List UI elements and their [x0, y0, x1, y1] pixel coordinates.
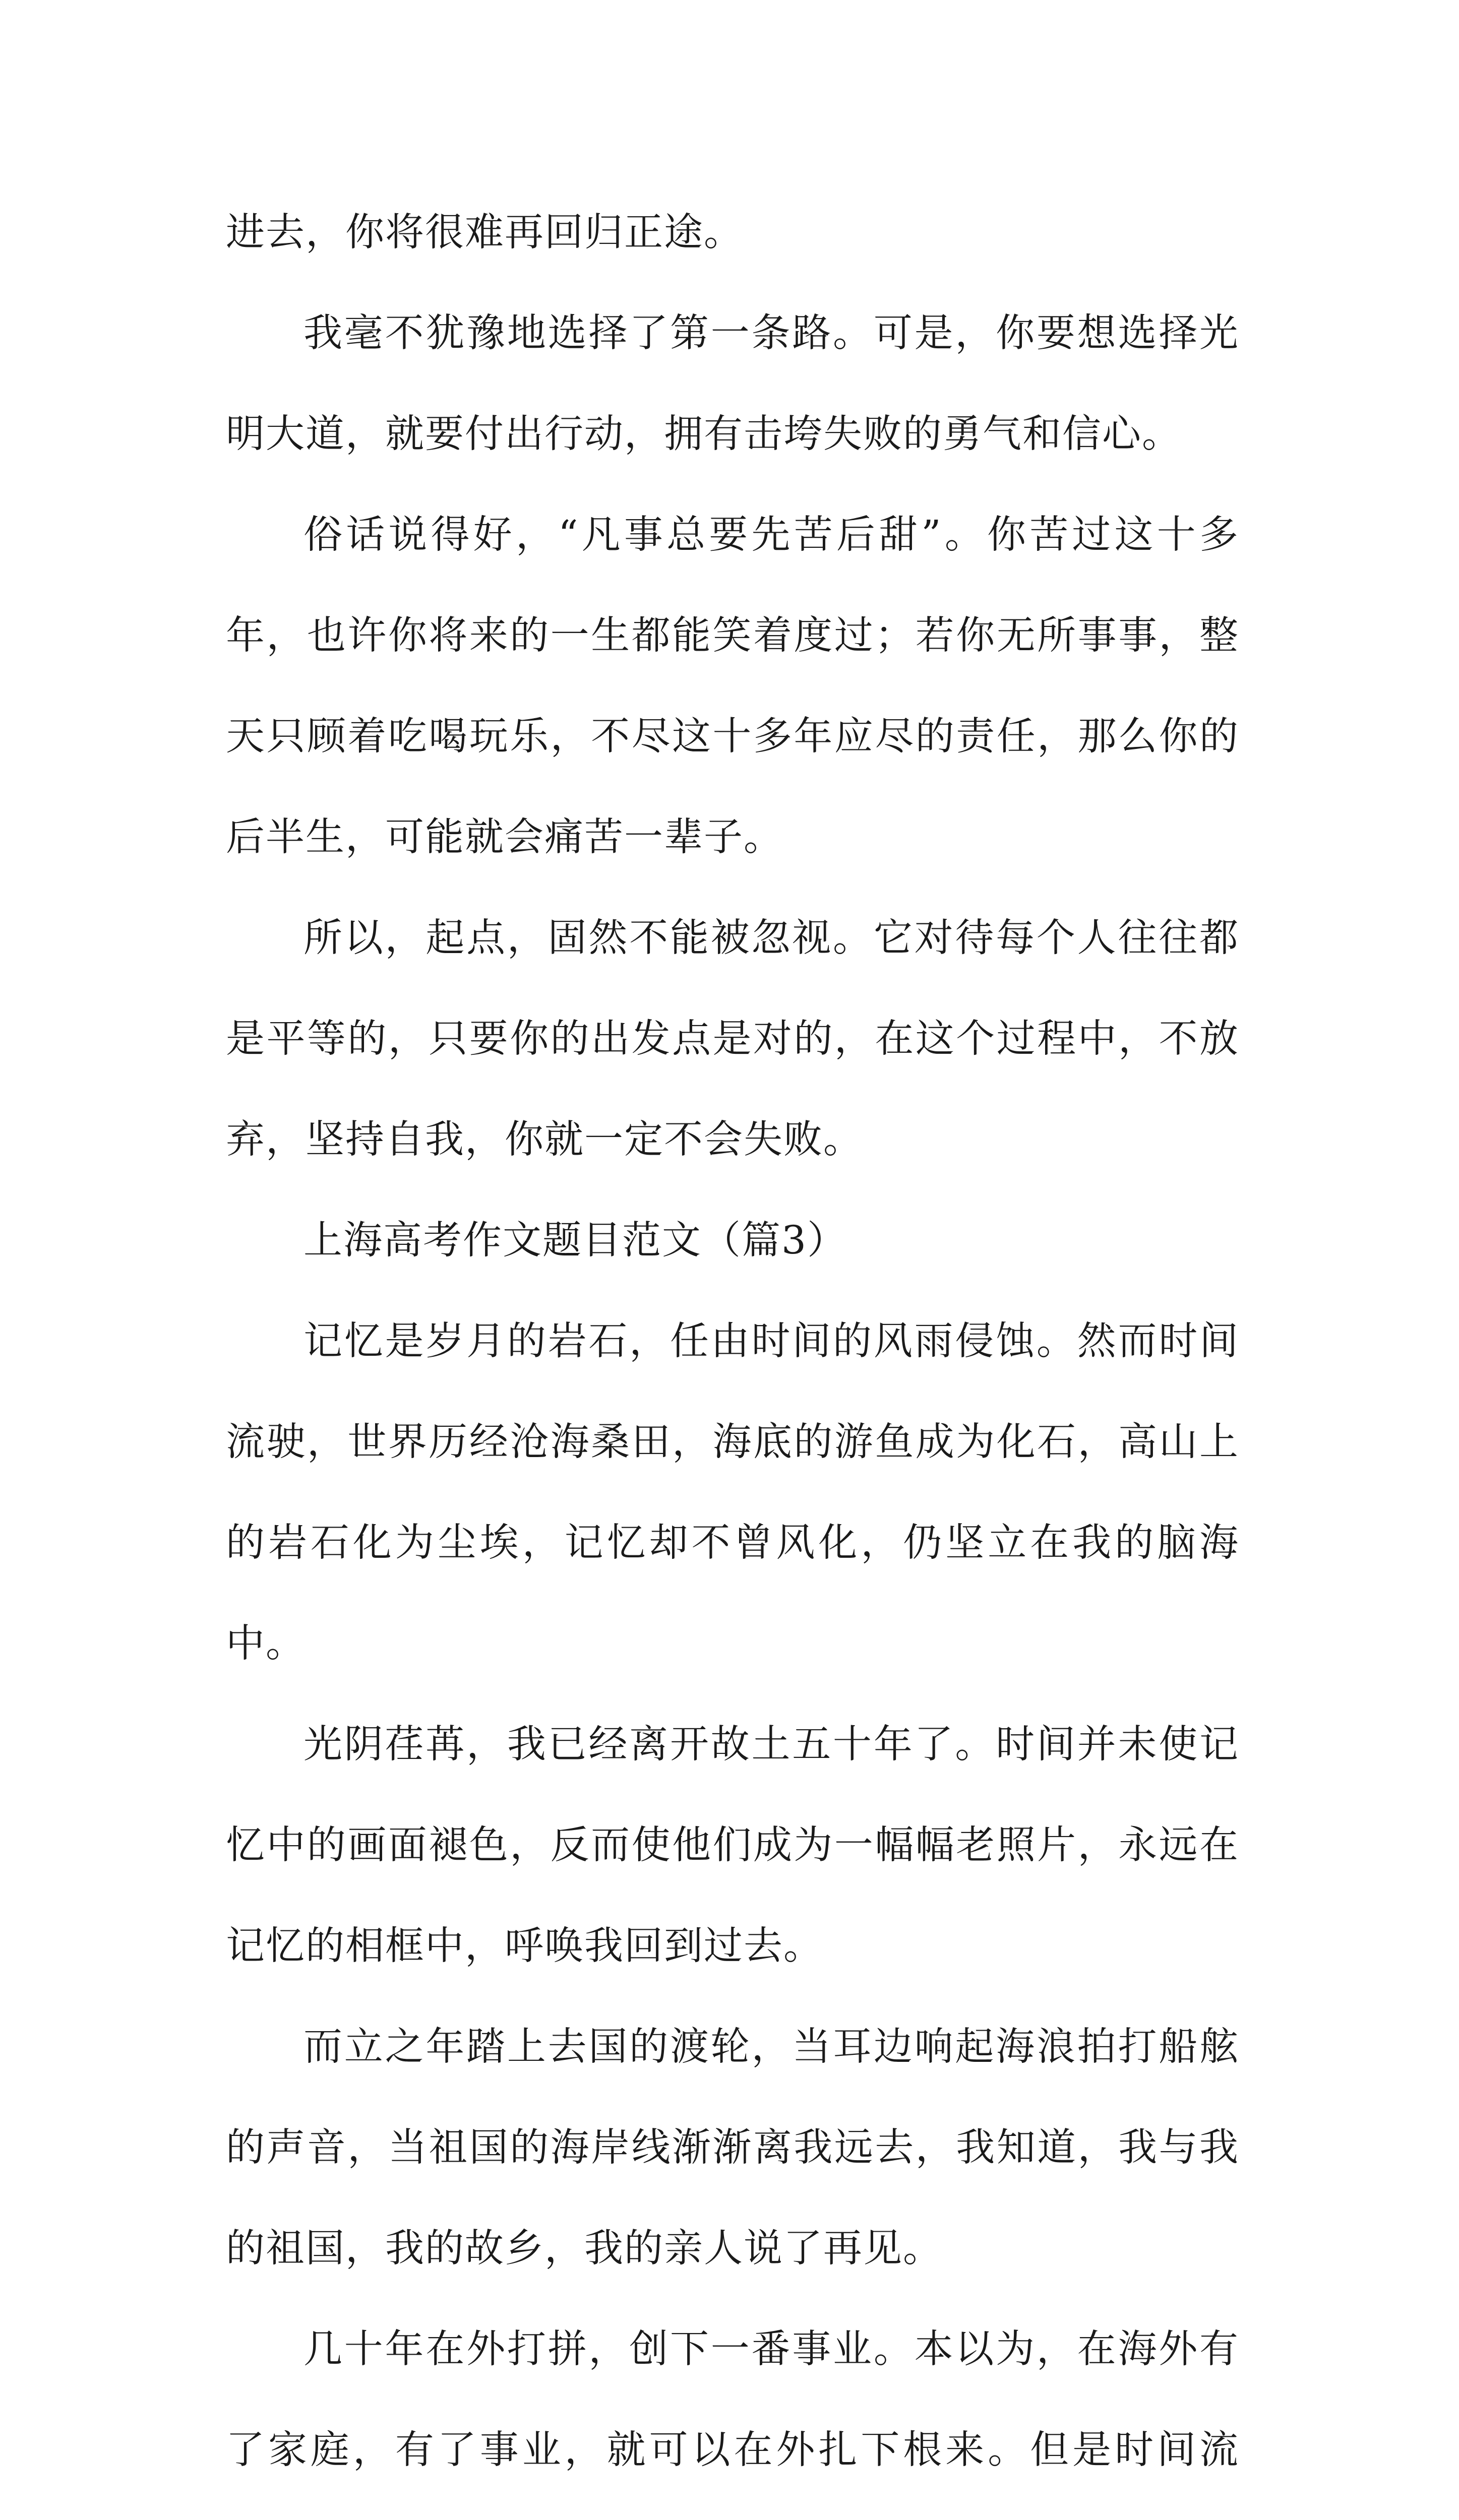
paragraph: 记忆是岁月的岩石，任由时间的风雨侵蚀。然而时间流驶，世界历经沧海桑田，海底的游鱼成为化石，高山上的岩石化为尘埃，记忆却不曾风化，仍坚立在我的脑海中。	[226, 1319, 1239, 1666]
paragraph: 所以，起点，固然不能被忽视。它对待每个人往往都是平等的，只要你的出发点是对的，在这个过程中，不放弃，坚持自我，你就一定不会失败。	[226, 916, 1239, 1162]
paragraph: 几十年在外打拼，创下一番事业。本以为，在海外有了家庭，有了事业，就可以在外扎下根来。但是时间流	[226, 2327, 1239, 2473]
paragraph: 光阴荏苒，我已经离开故土五十年了。时间并未使记忆中的画面褪色，反而使他们成为一幅幅老照片，永远在记忆的相框中，呼唤我回到过去。	[226, 1722, 1239, 1969]
paragraph: 俗话说得好，“凡事总要先苦后甜”。你苦过这十多年，也许你将来的一生都能笑着度过；若你无所事事，整天只顾着吃喝玩乐，不尽这十多年应尽的责任，那么你的后半生，可能就会痛苦一辈子。	[226, 513, 1239, 860]
paragraph-continuation: 进去，你将很难再回归正途。	[226, 210, 744, 255]
body-text	[226, 182, 1239, 2520]
section-heading: 上海高考作文题目范文（篇3）	[303, 1218, 847, 1263]
paragraph: 而立之年踏上去国的渡轮，当耳边响起海浪拍打船舷的声音，当祖国的海岸线渐渐离我远去，我知道，我与我的祖国，我的故乡，我的亲人说了再见。	[226, 2025, 1239, 2271]
paragraph: 我毫不犹豫地选择了第一条路。可是，你要想选择光明大道，就要付出行动，拥有击垮失败的勇气和信心。	[226, 311, 1239, 457]
